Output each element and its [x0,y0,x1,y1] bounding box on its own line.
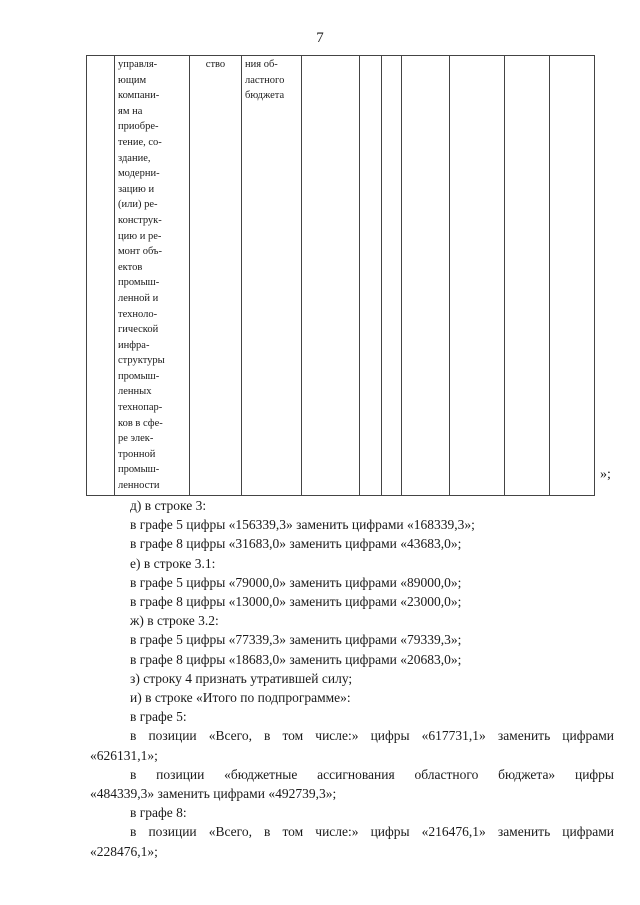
table-line: ленности [118,480,160,492]
item-d-graph5: в графе 5 цифры «156339,3» заменить цифрами «168339,3»; [130,517,475,533]
table-line: ластного [245,74,285,86]
table-line: здание, [118,152,151,164]
table-line: бюджета [245,90,285,102]
item-z: з) строку 4 признать утратившей силу; [130,670,353,686]
item-i-graph5: в графе 5: [130,709,187,725]
table-line: компани- [118,90,160,102]
item-i-total8-line1: в позиции «Всего, в том числе:» цифры «216476,1» заменить цифрами [130,824,614,840]
table-line: зацию и [118,183,155,195]
table-cell-empty [505,56,550,496]
table-cell-source [242,56,302,496]
table-line: инфра- [118,339,150,351]
table-line: промыш- [118,464,160,476]
closing-quote-mark: »; [600,467,611,482]
table-line: управля- [118,59,158,70]
source-lines [242,56,301,105]
item-i-total-line1: в позиции «Всего, в том числе:» цифры «617731,1» заменить цифрами [130,728,614,744]
item-zh: ж) в строке 3.2: [130,613,219,629]
item-i-budget-line2: «484339,3» заменить цифрами «492739,3»; [90,786,337,802]
table-line: ре элек- [118,433,154,445]
table-line: цию и ре- [118,230,162,242]
executor-text: ство [205,59,226,70]
table-line: конструк- [118,214,162,226]
item-e-graph5: в графе 5 цифры «79000,0» заменить цифрами «89000,0»; [130,574,462,590]
table-line: монт объ- [118,246,162,258]
item-i-budget-line1: в позиции «бюджетные ассигнования областного бюджета» цифры [130,766,614,782]
table-cell-empty [302,56,360,496]
item-e-graph8: в графе 8 цифры «13000,0» заменить цифрами «23000,0»; [130,594,462,610]
description-lines [115,56,189,495]
table-line: ленных [118,386,152,398]
table-line: модерни- [118,168,160,180]
table-line: ков в сфе- [118,417,163,429]
table-line: ния об- [245,59,278,70]
item-zh-graph8: в графе 8 цифры «18683,0» заменить цифрами «20683,0»; [130,651,462,667]
table-line: промыш- [118,370,160,382]
table-line: приобре- [118,121,159,133]
item-i: и) в строке «Итого по подпрограмме»: [130,690,351,706]
item-d-graph8: в графе 8 цифры «31683,0» заменить цифрами «43683,0»; [130,536,462,552]
page-number: 7 [316,30,324,46]
table-line: (или) ре- [118,199,158,211]
table-line: ющим [118,74,147,86]
amendment-text [90,496,614,861]
table-line: техноло- [118,308,158,320]
table-cell-empty [87,56,115,496]
table-line: тение, со- [118,136,162,148]
table-cell-empty [402,56,450,496]
table-line: тронной [118,448,156,460]
item-d: д) в строке 3: [130,498,207,513]
table-line: технопар- [118,402,163,414]
table-line: гической [118,324,159,336]
table-line: промыш- [118,277,160,289]
table-cell-empty [382,56,402,496]
table-cell-empty [550,56,595,496]
table-line: ектов [118,261,143,273]
table-fragment [86,55,595,496]
item-e: е) в строке 3.1: [130,555,216,571]
table-cell-description [115,56,190,496]
item-i-graph8: в графе 8: [130,805,187,821]
table-cell-empty [360,56,382,496]
table-cell-executor [190,56,242,496]
table-line: ям на [118,105,143,117]
item-zh-graph5: в графе 5 цифры «77339,3» заменить цифрами «79339,3»; [130,632,462,648]
item-i-total-line2: «626131,1»; [90,747,158,763]
table-cell-empty [450,56,505,496]
item-i-total8-line2: «228476,1»; [90,843,158,859]
table-line: ленной и [118,292,159,304]
table-line: структуры [118,355,165,367]
